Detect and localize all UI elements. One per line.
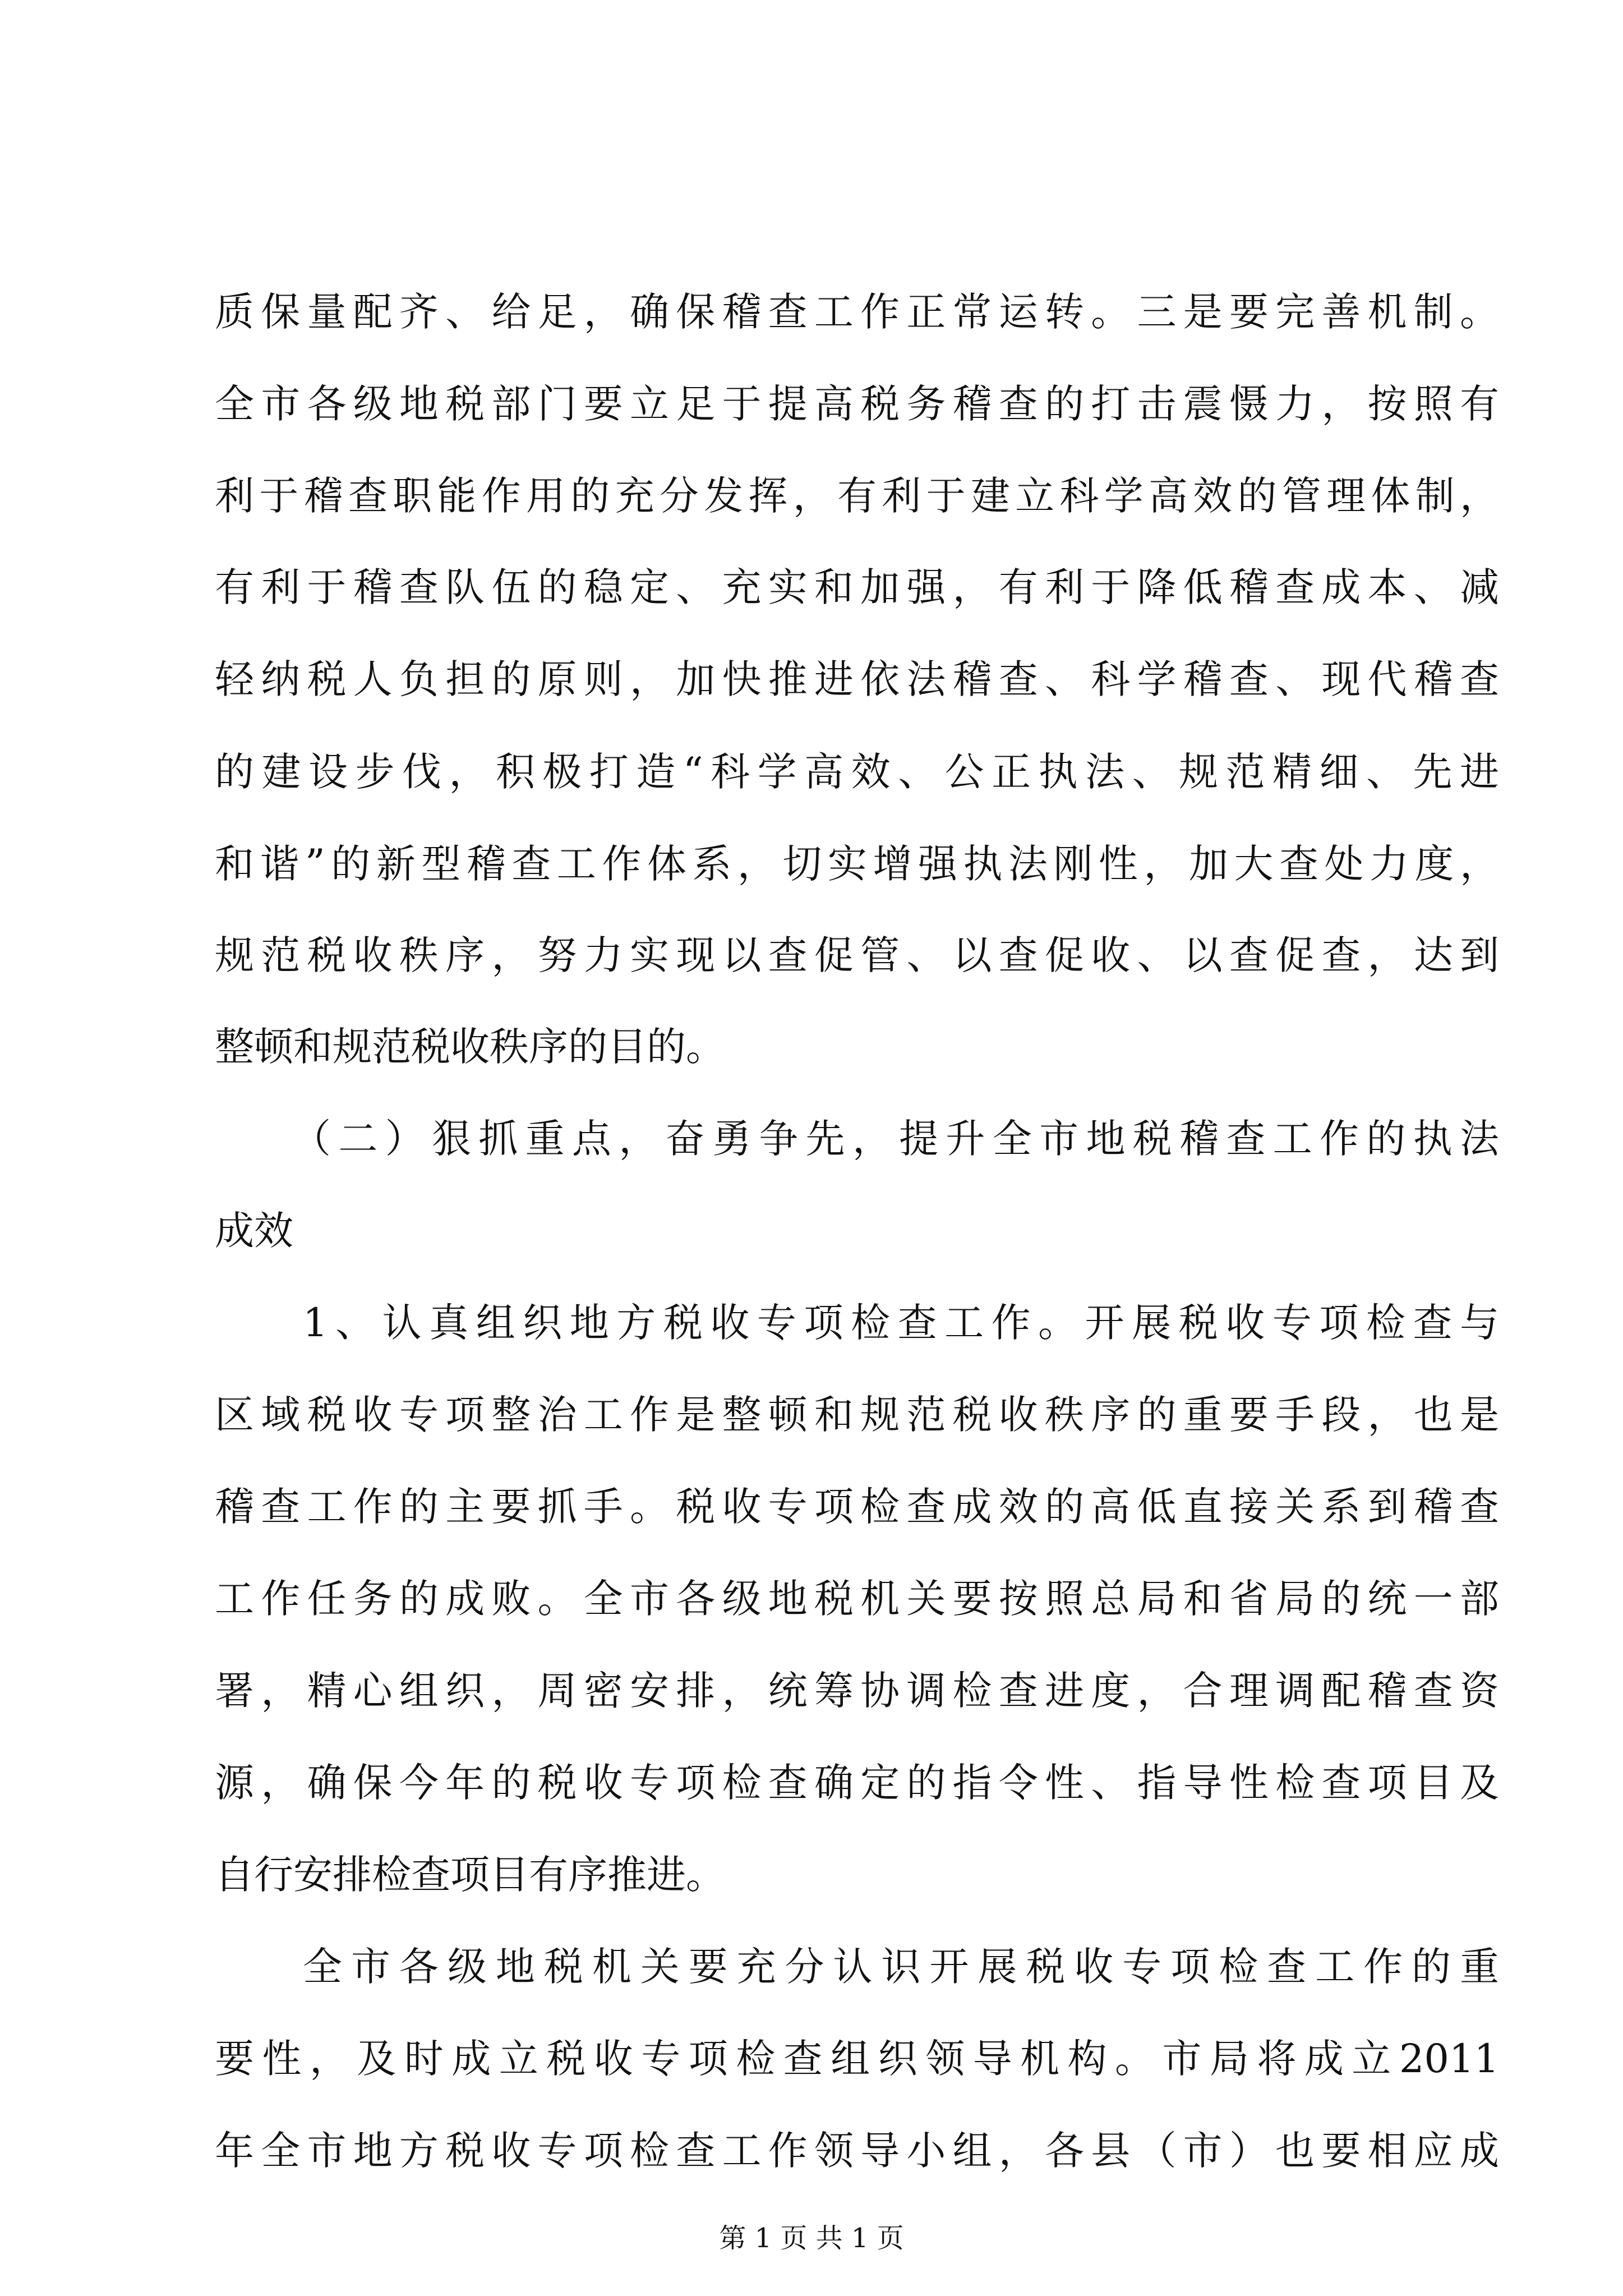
paragraph-line: 稽查工作的主要抓手。税收专项检查成效的高低直接关系到稽查 (215, 1484, 1499, 1530)
paragraph-line: 年全市地方税收专项检查工作领导小组，各县（市）也要相应成 (215, 2128, 1499, 2174)
paragraph-line: 工作任务的成败。全市各级地税机关要按照总局和省局的统一部 (215, 1576, 1499, 1622)
section-heading-line: （二）狠抓重点，奋勇争先，提升全市地税稽查工作的执法 (292, 1116, 1499, 1162)
paragraph-line: 质保量配齐、给足，确保稽查工作正常运转。三是要完善机制。 (215, 289, 1499, 335)
section-heading-line: 成效 (215, 1208, 293, 1254)
paragraph-line: 利于稽查职能作用的充分发挥，有利于建立科学高效的管理体制， (215, 473, 1499, 519)
paragraph-line: 和谐”的新型稽查工作体系，切实增强执法刚性，加大查处力度， (215, 841, 1499, 887)
paragraph-line: 区域税收专项整治工作是整顿和规范税收秩序的重要手段，也是 (215, 1392, 1499, 1438)
paragraph-line: 有利于稽查队伍的稳定、充实和加强，有利于降低稽查成本、减 (215, 564, 1499, 610)
paragraph-line: 自行安排检查项目有序推进。 (215, 1852, 725, 1898)
paragraph-line: 署，精心组织，周密安排，统筹协调检查进度，合理调配稽查资 (215, 1668, 1499, 1714)
paragraph-line: 要性，及时成立税收专项检查组织领导机构。市局将成立2011 (215, 2036, 1499, 2082)
paragraph-line: 规范税收秩序，努力实现以查促管、以查促收、以查促查，达到 (215, 932, 1499, 978)
paragraph-line: 源，确保今年的税收专项检查确定的指令性、指导性检查项目及 (215, 1760, 1499, 1806)
paragraph-line: 轻纳税人负担的原则，加快推进依法稽查、科学稽查、现代稽查 (215, 656, 1499, 702)
paragraph-line: 1、认真组织地方税收专项检查工作。开展税收专项检查与 (303, 1300, 1499, 1346)
paragraph-line: 的建设步伐，积极打造“科学高效、公正执法、规范精细、先进 (215, 749, 1499, 795)
paragraph-line: 整顿和规范税收秩序的目的。 (215, 1024, 725, 1070)
paragraph-line: 全市各级地税机关要充分认识开展税收专项检查工作的重 (303, 1944, 1499, 1990)
paragraph-line: 全市各级地税部门要立足于提高税务稽查的打击震慑力，按照有 (215, 381, 1499, 427)
page-number-footer: 第 1 页 共 1 页 (719, 2223, 904, 2254)
